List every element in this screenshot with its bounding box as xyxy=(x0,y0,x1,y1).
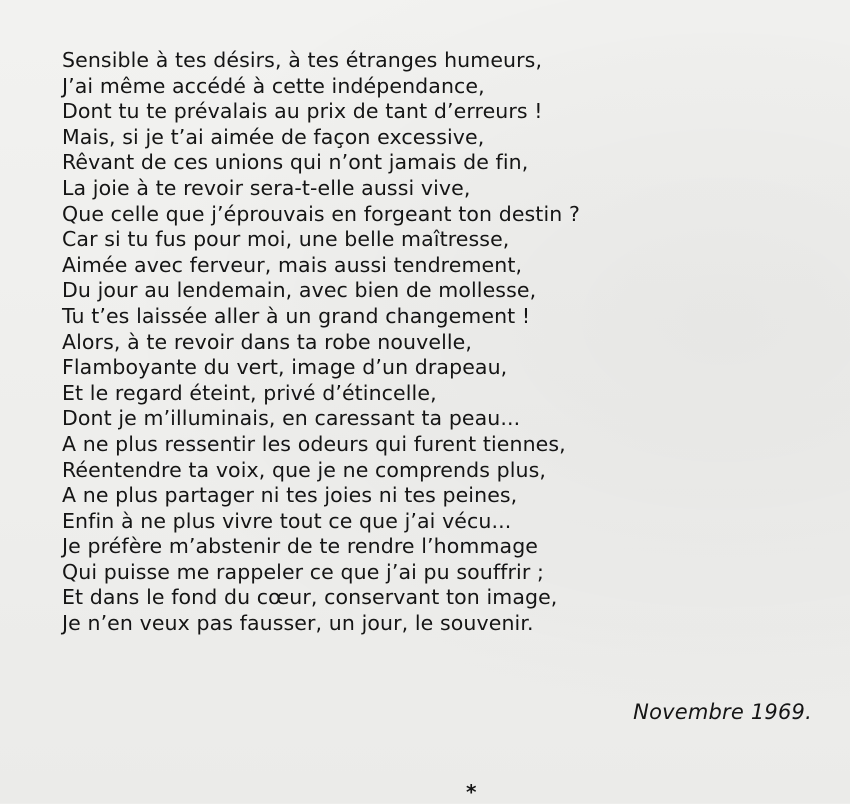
poem-date: Novembre 1969. xyxy=(633,700,812,724)
poem-line: Rêvant de ces unions qui n’ont jamais de fin, xyxy=(62,150,529,175)
poem-line: Sensible à tes désirs, à tes étranges humeurs, xyxy=(62,48,543,72)
section-separator: * xyxy=(466,780,477,804)
poem-line: J’ai même accédé à cette indépendance, xyxy=(62,73,485,98)
poem-line: Réentendre ta voix, que je ne comprends plus, xyxy=(62,457,547,482)
poem-line: Dont tu te prévalais au prix de tant d’erreurs ! xyxy=(62,99,543,124)
poem-line: Que celle que j’éprouvais en forgeant ton destin ? xyxy=(62,201,580,226)
poem-line: Dont je m’illuminais, en caressant ta peau... xyxy=(62,406,521,431)
poem-line: A ne plus partager ni tes joies ni tes peines, xyxy=(62,483,518,508)
poem-line: Mais, si je t’ai aimée de façon excessive, xyxy=(62,124,485,149)
poem-line: Car si tu fus pour moi, une belle maîtresse, xyxy=(62,227,510,252)
poem-line: Et dans le fond du cœur, conservant ton image, xyxy=(62,585,558,610)
poem-line: Je n’en veux pas fausser, un jour, le souvenir. xyxy=(62,611,534,636)
poem-line: Alors, à te revoir dans ta robe nouvelle, xyxy=(62,329,472,354)
poem-line: Aimée avec ferveur, mais aussi tendrement, xyxy=(62,252,523,277)
poem-line: Je préfère m’abstenir de te rendre l’hommage xyxy=(62,534,539,559)
poem-line: Tu t’es laissée aller à un grand changement ! xyxy=(62,303,531,328)
poem-line: Du jour au lendemain, avec bien de mollesse, xyxy=(62,278,537,303)
poem-line: Et le regard éteint, privé d’étincelle, xyxy=(62,380,437,405)
poem-line: Enfin à ne plus vivre tout ce que j’ai vécu... xyxy=(62,508,512,533)
poem-body xyxy=(62,48,722,637)
poem-line: La joie à te revoir sera-t-elle aussi vive, xyxy=(62,175,471,200)
poem-line: Qui puisse me rappeler ce que j’ai pu souffrir ; xyxy=(62,559,544,584)
poem-line: Flamboyante du vert, image d’un drapeau, xyxy=(62,355,508,380)
poem-line: A ne plus ressentir les odeurs qui furent tiennes, xyxy=(62,431,566,456)
